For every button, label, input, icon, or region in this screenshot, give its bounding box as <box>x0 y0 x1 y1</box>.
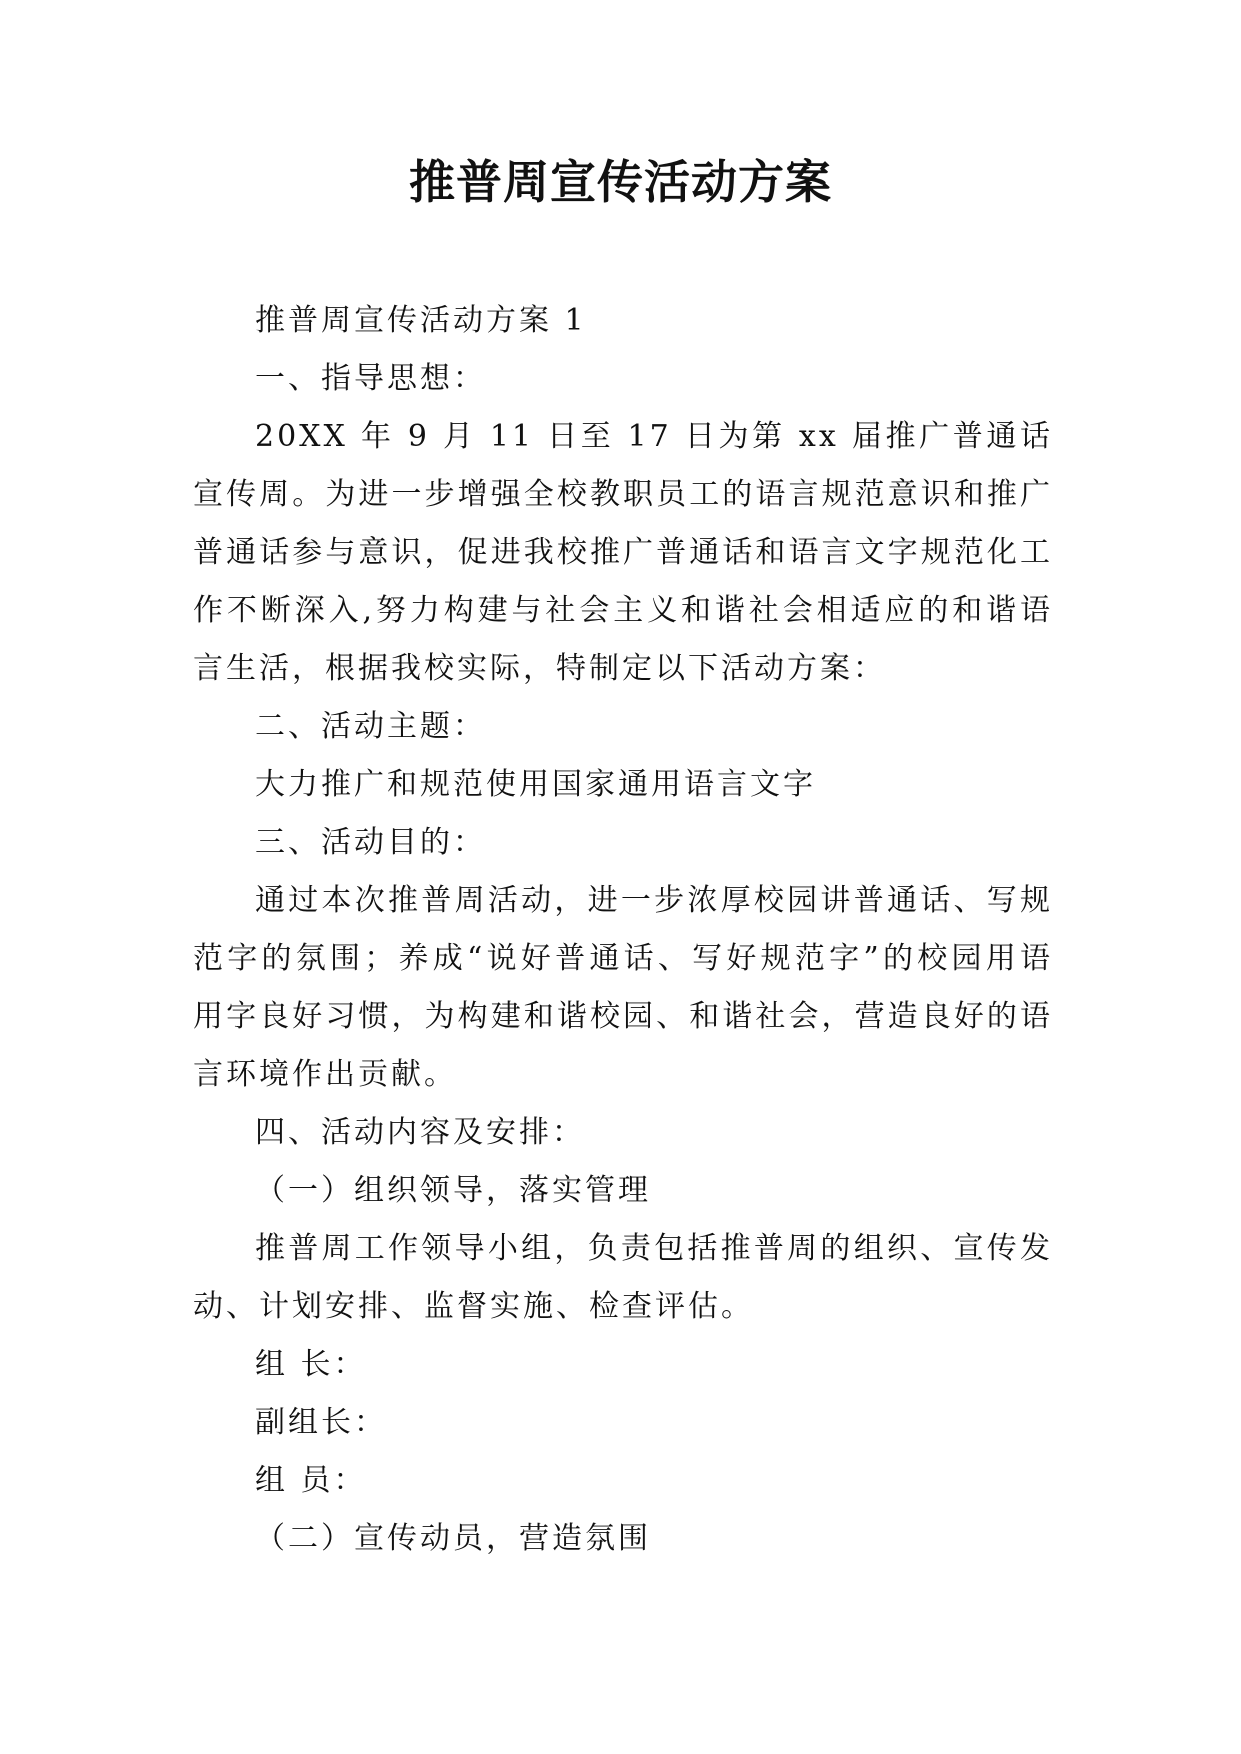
paragraph-organization: 推普周工作领导小组，负责包括推普周的组织、宣传发动、计划安排、监督实施、检查评估。 <box>193 1231 1053 1324</box>
document-title: 推普周宣传活动方案 <box>409 155 832 209</box>
section-heading-activity-purpose: 三、活动目的： <box>255 825 486 860</box>
paragraph-activity-theme: 大力推广和规范使用国家通用语言文字 <box>255 767 816 802</box>
subsection-heading-organization: （一）组织领导，落实管理 <box>255 1173 651 1208</box>
label-group-members: 组 员： <box>255 1463 367 1498</box>
document-body <box>193 292 1053 1568</box>
section-heading-activity-theme: 二、活动主题： <box>255 709 486 744</box>
paragraph-activity-purpose: 通过本次推普周活动，进一步浓厚校园讲普通话、写规范字的氛围；养成“说好普通话、写好规范字”的校园用语用字良好习惯，为构建和谐校园、和谐社会，营造良好的语言环境作出贡献。 <box>193 883 1053 1092</box>
label-group-leader: 组 长： <box>255 1347 367 1382</box>
section-heading-plan-1: 推普周宣传活动方案 1 <box>255 303 587 338</box>
section-heading-activity-content: 四、活动内容及安排： <box>255 1115 585 1150</box>
section-heading-guiding-ideology: 一、指导思想： <box>255 361 486 396</box>
paragraph-guiding-ideology: 20XX 年 9 月 11 日至 17 日为第 xx 届推广普通话宣传周。为进一步增强全校教职员工的语言规范意识和推广普通话参与意识，促进我校推广普通话和语言文字规范化工作不断深入,努力构建与社会主义和谐社会相适应的和谐语言生活，根据我校实际，特制定以下活动方案： <box>193 419 1053 686</box>
subsection-heading-publicity: （二）宣传动员，营造氛围 <box>255 1521 651 1556</box>
label-deputy-leader: 副组长： <box>255 1405 387 1440</box>
